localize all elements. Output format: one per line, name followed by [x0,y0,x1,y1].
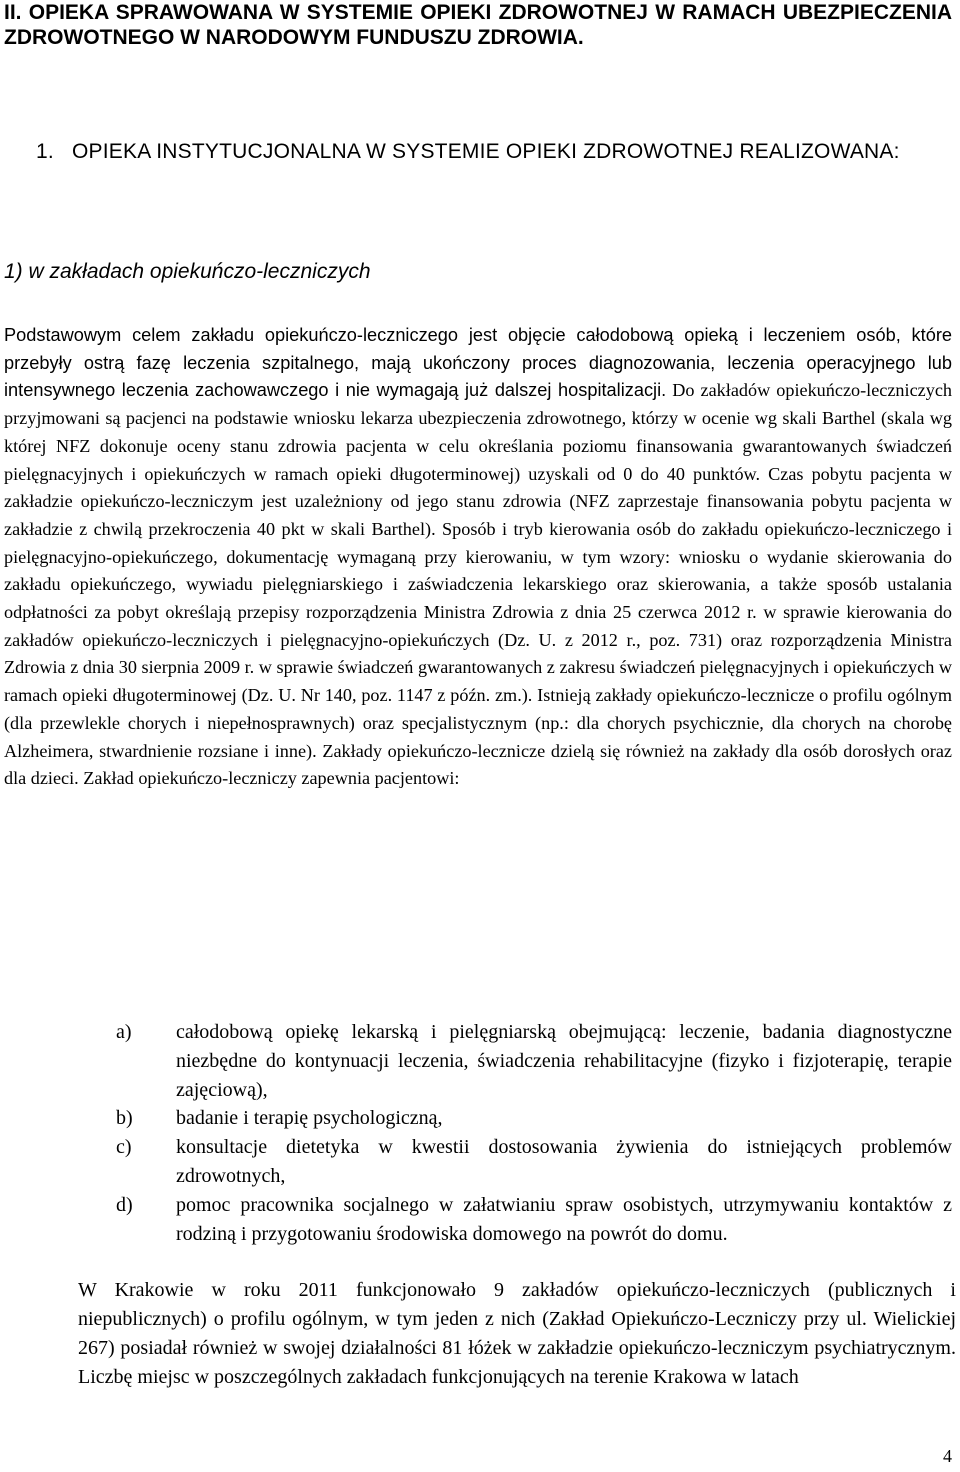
list-item-label: d) [116,1193,133,1216]
subsection-heading [4,138,952,166]
subsection-number: 1. [36,140,54,163]
services-list [4,1018,952,1248]
item-heading: 1) w zakładach opiekuńczo-leczniczych [4,260,371,283]
section-title: II. OPIEKA SPRAWOWANA W SYSTEMIE OPIEKI ZDROWOTNEJ W RAMACH UBEZPIECZENIA ZDROWOTNEGO W NARODOWYM FUNDUSZU ZDROWIA. [4,1,952,49]
list-item-label: b) [116,1107,133,1130]
body-paragraph-1 [4,322,952,793]
paragraph-1-sans-part: Podstawowym celem zakładu opiekuńczo-leczniczego jest objęcie całodobową opieką i leczeniem osób, które przebyły ostrą fazę leczenia szpitalnego, mają ukończony proces diagnozowania, leczenia operacyjnego lub intensywnego leczenia zachowawczego i nie wymagają już dalszej hospitalizacji. [4,325,952,401]
list-item-label: c) [116,1136,132,1159]
page-number: 4 [943,1446,952,1466]
subsection-title: OPIEKA INSTYTUCJONALNA W SYSTEMIE OPIEKI ZDROWOTNEJ REALIZOWANA: [72,140,900,163]
paragraph-1-serif-part: Do zakładów opiekuńczo-leczniczych przyjmowani są pacjenci na podstawie wniosku lekarza ubezpieczenia zdrowotnego, którzy w ocenie wg skali Barthel (skala wg której NFZ dokonuje oceny stanu zdrowia pacjenta w celu określania poziomu finansowania gwarantowanych świadczeń pielęgnacyjnych i opiekuńczych w ramach opieki długoterminowej) uzyskali od 0 do 40 punktów. Czas pobytu pacjenta w zakładzie opiekuńczo-leczniczym jest uzależniony od jego stanu zdrowia (NFZ zaprzestaje finansowania pobytu pacjenta w zakładzie z chwilą przekroczenia 40 pkt w skali Barthel). Sposób i tryb kierowania osób do zakładu opiekuńczo-leczniczego i pielęgnacyjno-opiekuńczego, dokumentację wymaganą przy kierowaniu, w tym wzory: wniosku o wydanie skierowania do zakładu opiekuńczego, wywiadu pielęgniarskiego i zaświadczenia lekarskiego oraz skierowania, a także sposób ustalania odpłatności za pobyt określają przepisy rozporządzenia Ministra Zdrowia z dnia 25 czerwca 2012 r. w sprawie kierowania do zakładów opiekuńczo-leczniczych i pielęgnacyjno-opiekuńczych (Dz. U. z 2012 r., poz. 731) oraz rozporządzenia Ministra Zdrowia z dnia 30 sierpnia 2009 r. w sprawie świadczeń gwarantowanych z zakresu świadczeń pielęgnacyjnych i opiekuńczych w ramach opieki długoterminowej (Dz. U. Nr 140, poz. 1147 z późn. zm.). Istnieją zakłady opiekuńczo-lecznicze o profilu ogólnym (dla przewlekle chorych i niepełnosprawnych) oraz specjalistycznym (np.: dla chorych psychicznie, dla chorych na chorobę Alzheimera, stwardnienie rozsiane i inne). Zakłady opiekuńczo-lecznicze dzielą się również na zakłady dla osób dorosłych oraz dla dzieci. Zakład opiekuńczo-leczniczy zapewnia pacjentowi: [4,380,952,789]
list-item-text: całodobową opiekę lekarską i pielęgniarską obejmującą: leczenie, badania diagnostyczne niezbędne do kontynuacji leczenia, świadczenia rehabilitacyjne (fizyko i fizjoterapię, terapie zajęciową), [176,1021,952,1101]
list-item-text: konsultacje dietetyka w kwestii dostosowania żywienia do istniejących problemów zdrowotnych, [176,1136,952,1187]
list-item [4,1018,952,1104]
list-item-text: badanie i terapię psychologiczną, [176,1107,443,1130]
list-item-text: pomoc pracownika socjalnego w załatwianiu spraw osobistych, utrzymywaniu kontaktów z rodziną i przygotowaniu środowiska domowego na powrót do domu. [176,1193,952,1245]
body-paragraph-2: W Krakowie w roku 2011 funkcjonowało 9 zakładów opiekuńczo-leczniczych (publicznych i niepublicznych) o profilu ogólnym, w tym jeden z nich (Zakład Opiekuńczo-Leczniczy przy ul. Wielickiej 267) posiadał również w swojej działalności 81 łóżek w zakładzie opiekuńczo-leczniczym psychiatrycznym. Liczbę miejsc w poszczególnych zakładach funkcjonujących na terenie Krakowa w latach [78,1279,956,1388]
list-item [4,1104,952,1133]
list-item [4,1191,952,1249]
list-item [4,1133,952,1191]
list-item-label: a) [116,1021,132,1043]
